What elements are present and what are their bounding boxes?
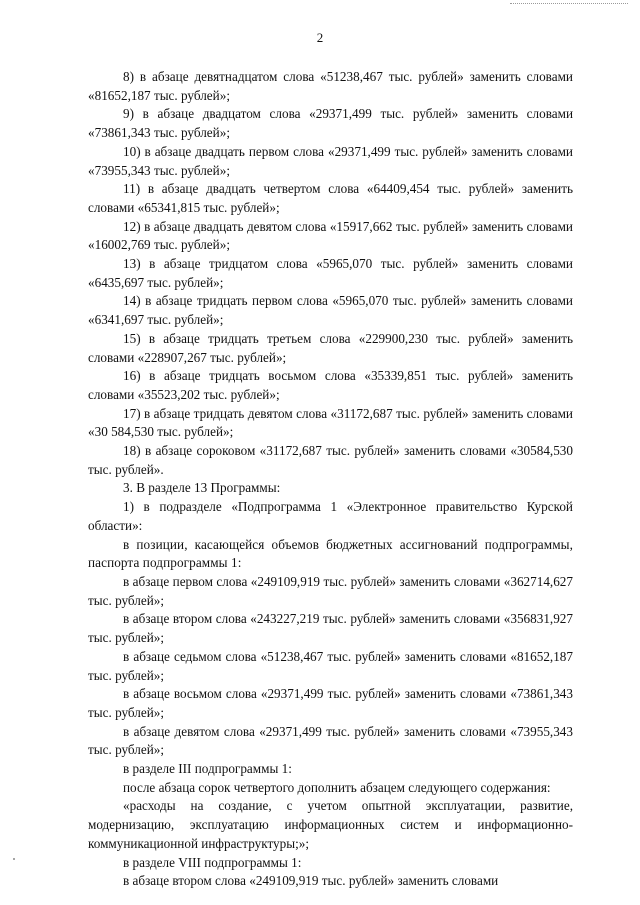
paragraph: в позиции, касающейся объемов бюджетных ассигнований подпрограммы, паспорта подпрограммы 1:: [88, 536, 573, 571]
page-number: 2: [316, 30, 324, 45]
paragraph: в абзаце восьмом слова «29371,499 тыс. рублей» заменить словами «73861,343 тыс. рублей»;: [88, 686, 573, 720]
section-heading: 3. В разделе 13 Программы:: [123, 480, 281, 496]
paragraph: в разделе VIII подпрограммы 1:: [123, 854, 302, 870]
scan-speck: [13, 858, 15, 860]
paragraph: 15) в абзаце тридцать третьем слова «229900,230 тыс. рублей» заменить словами «228907,267 тыс. рублей»;: [88, 330, 573, 365]
paragraph: «расходы на создание, с учетом опытной эксплуатации, развитие, модернизацию, эксплуатацию информационных систем и информационно-коммуникационной инфраструктуры;»;: [88, 798, 573, 851]
paragraph: 13) в абзаце тридцатом слова «5965,070 тыс. рублей» заменить словами «6435,697 тыс. рублей»;: [88, 256, 573, 290]
paragraph: 16) в абзаце тридцать восьмом слова «35339,851 тыс. рублей» заменить словами «35523,202 тыс. рублей»;: [88, 368, 573, 402]
paragraph: в абзаце девятом слова «29371,499 тыс. рублей» заменить словами «73955,343 тыс. рублей»;: [88, 723, 573, 758]
paragraph: 1) в подразделе «Подпрограмма 1 «Электронное правительство Курской области»:: [88, 499, 573, 533]
paragraph: в разделе III подпрограммы 1:: [123, 761, 292, 777]
paragraph: 14) в абзаце тридцать первом слова «5965,070 тыс. рублей» заменить словами «6341,697 тыс. рублей»;: [88, 293, 573, 328]
paragraph: после абзаца сорок четвертого дополнить абзацем следующего содержания:: [123, 779, 551, 795]
paragraph: 9) в абзаце двадцатом слова «29371,499 тыс. рублей» заменить словами «73861,343 тыс. рублей»;: [88, 106, 573, 141]
paragraph: 10) в абзаце двадцать первом слова «29371,499 тыс. рублей» заменить словами «73955,343 тыс. рублей»;: [88, 143, 573, 178]
paragraph: в абзаце седьмом слова «51238,467 тыс. рублей» заменить словами «81652,187 тыс. рублей»;: [88, 648, 573, 683]
paragraph: 12) в абзаце двадцать девятом слова «15917,662 тыс. рублей» заменить словами «16002,769 тыс. рублей»;: [88, 218, 573, 253]
paragraph: 18) в абзаце сороковом «31172,687 тыс. рублей» заменить словами «30584,530 тыс. рублей».: [88, 443, 573, 477]
paragraph: в абзаце втором слова «249109,919 тыс. рублей» заменить словами: [123, 873, 499, 889]
paragraph: в абзаце втором слова «243227,219 тыс. рублей» заменить словами «356831,927 тыс. рублей»;: [88, 611, 573, 646]
paragraph: 17) в абзаце тридцать девятом слова «31172,687 тыс. рублей» заменить словами «30 584,530 тыс. рублей»;: [88, 405, 573, 440]
paragraph: в абзаце первом слова «249109,919 тыс. рублей» заменить словами «362714,627 тыс. рублей»;: [88, 573, 573, 608]
document-body: [88, 68, 573, 891]
paragraph: 8) в абзаце девятнадцатом слова «51238,467 тыс. рублей» заменить словами «81652,187 тыс. рублей»;: [88, 69, 573, 103]
paragraph: 11) в абзаце двадцать четвертом слова «64409,454 тыс. рублей» заменить словами «65341,815 тыс. рублей»;: [88, 181, 573, 215]
scan-artifact: [510, 3, 628, 6]
